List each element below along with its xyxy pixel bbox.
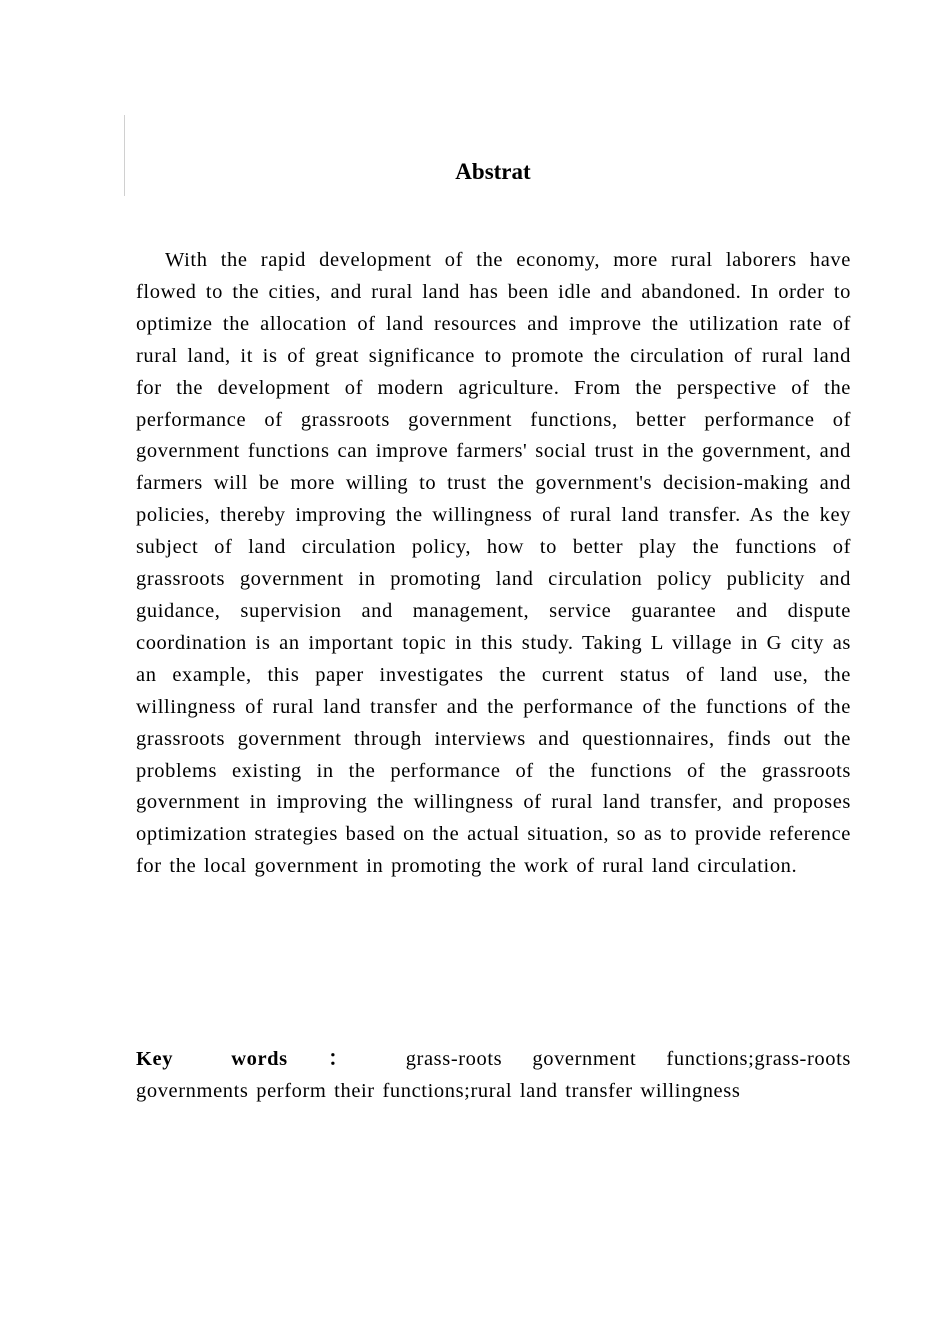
keywords-colon: ：	[305, 1048, 372, 1070]
keywords-line	[136, 1043, 851, 1107]
abstract-paragraph: With the rapid development of the economy, more rural laborers have flowed to the cities, and rural land has been idle and abandoned. In order to optimize the allocation of land resources and improve the utilization rate of rural land, it is of great significance to promote the circulation of rural land for the development of modern agriculture. From the perspective of the performance of grassroots government functions, better performance of government functions can improve farmers' social trust in the government, and farmers will be more willing to trust the government's decision-making and policies, thereby improving the willingness of rural land transfer. As the key subject of land circulation policy, how to better play the functions of grassroots government in promoting land circulation policy publicity and guidance, supervision and management, service guarantee and dispute coordination is an important topic in this study. Taking L village in G city as an example, this paper investigates the current status of land use, the willingness of rural land transfer and the performance of the functions of the grassroots government through interviews and questionnaires, finds out the problems existing in the performance of the functions of the grassroots government in improving the willingness of rural land transfer, and proposes optimization strategies based on the actual situation, so as to provide reference for the local government in promoting the work of rural land circulation.	[136, 249, 851, 878]
page-title-text: Abstrat	[455, 159, 531, 184]
keywords-text: grass-roots government functions;grass-roots governments perform their functions;rural land transfer willingness	[136, 1048, 851, 1102]
margin-rule	[124, 115, 125, 196]
keywords-label: Key words	[136, 1048, 288, 1070]
page-title	[136, 156, 850, 188]
